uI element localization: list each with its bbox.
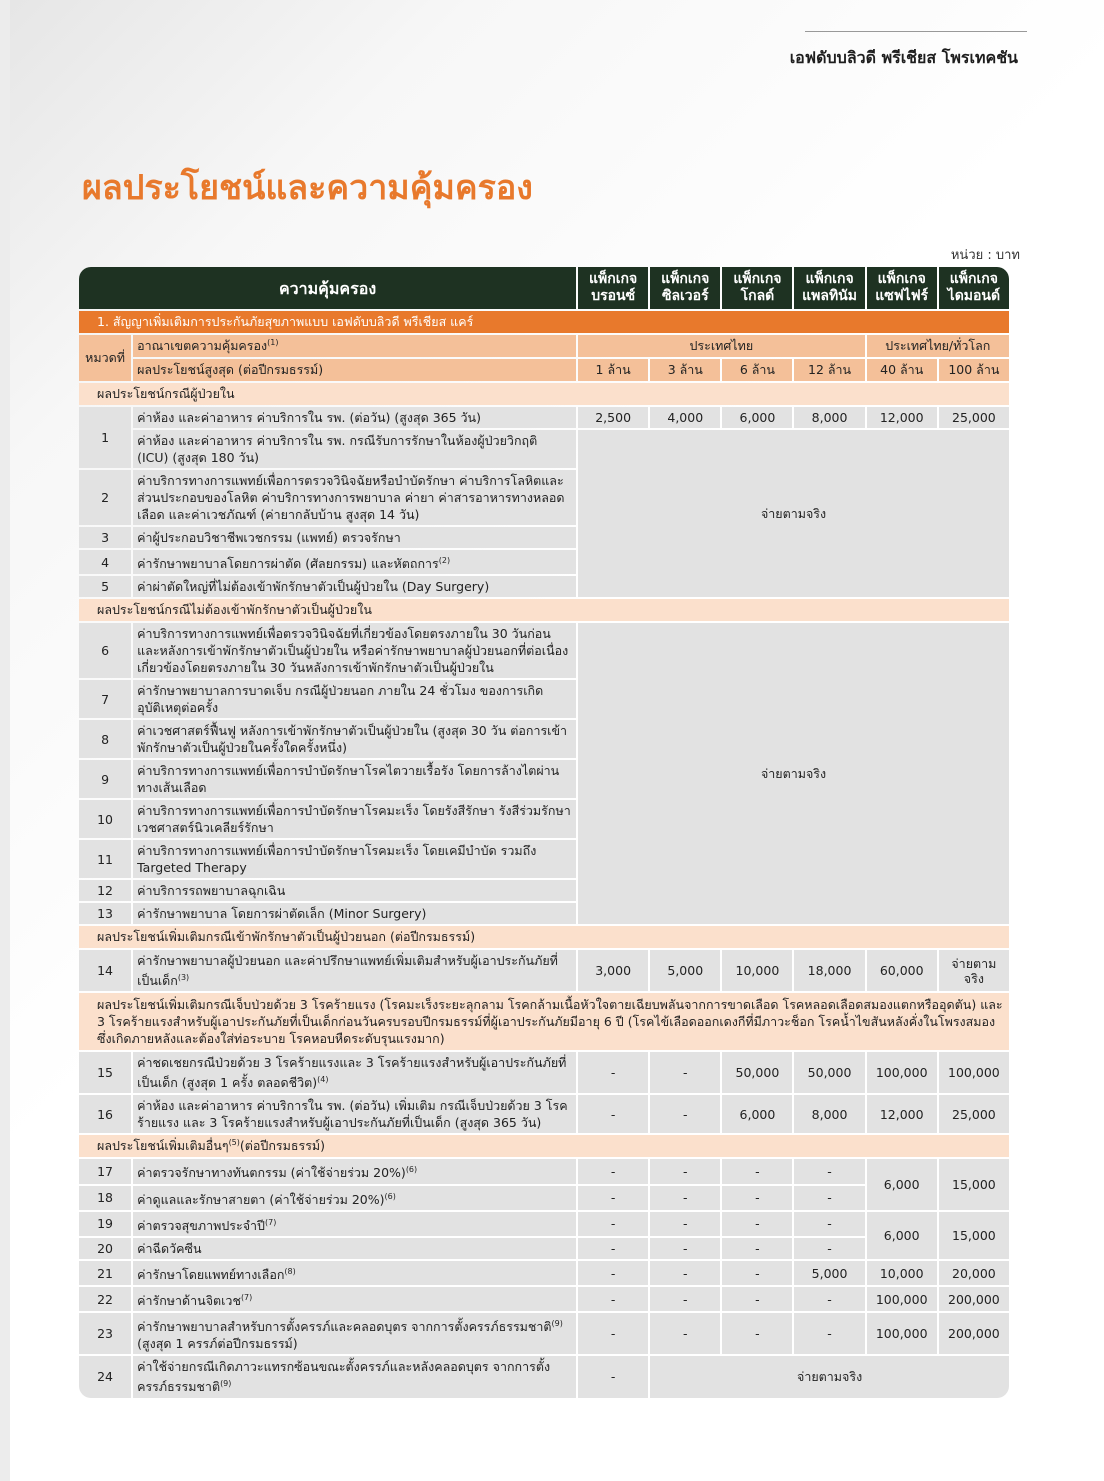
value-cell: - xyxy=(722,1313,792,1354)
benefits-table xyxy=(77,265,1011,1400)
row-description: ค่าเวชศาสตร์ฟื้นฟู หลังการเข้าพักรักษาตัวเป็นผู้ป่วยใน (สูงสุด 30 วัน ต่อการเข้าพักรักษาตัวเป็นผู้ป่วยในครั้งใดครั้งหนึ่ง) xyxy=(133,720,576,758)
page-title: ผลประโยชน์และความคุ้มครอง xyxy=(82,168,533,208)
row-number: 8 xyxy=(79,720,131,758)
value-cell: - xyxy=(578,1356,648,1397)
value-cell: - xyxy=(722,1212,792,1236)
category-other: ผลประโยชน์เพิ่มเติมอื่นๆ$^{(5)}$(ต่อปีกรมธรรม์) xyxy=(79,1135,1009,1157)
value-cell: - xyxy=(650,1212,720,1236)
row-description: ค่าบริการทางการแพทย์เพื่อการบำบัดรักษาโรคไตวายเรื้อรัง โดยการล้างไตผ่านทางเส้นเลือด xyxy=(133,760,576,798)
actual-cost-cell: จ่ายตามจริง xyxy=(578,430,1009,597)
value-cell: 6,000 xyxy=(867,1159,937,1209)
value-cell: 5,000 xyxy=(650,950,720,991)
value-cell: - xyxy=(650,1186,720,1210)
row-description: ค่ารักษาพยาบาลผู้ป่วยนอก และค่าปรึกษาแพทย์เพิ่มเติมสำหรับผู้เอาประกันภัยที่เป็นเด็ก$^{(3)}$ xyxy=(133,950,576,991)
value-cell: - xyxy=(578,1159,648,1183)
row-number: 13 xyxy=(79,903,131,924)
value-cell: 3,000 xyxy=(578,950,648,991)
value-cell: - xyxy=(794,1287,864,1311)
row-description: ค่าบริการรถพยาบาลฉุกเฉิน xyxy=(133,880,576,901)
value-cell: 12,000 xyxy=(867,407,937,428)
header-package-sapphire: แพ็กเกจ แซฟไฟร์ xyxy=(867,267,937,309)
row-number: 20 xyxy=(79,1238,131,1259)
row-description: ค่าผู้ประกอบวิชาชีพเวชกรรม (แพทย์) ตรวจรักษา xyxy=(133,527,576,548)
row-description: ค่าห้อง และค่าอาหาร ค่าบริการใน รพ. กรณีรับการรักษาในห้องผู้ป่วยวิกฤติ (ICU) (สูงสุด 180 วัน) xyxy=(133,430,576,468)
max-benefit-value: 1 ล้าน xyxy=(578,359,648,381)
header-package-diamond: แพ็กเกจ ไดมอนด์ xyxy=(939,267,1009,309)
value-cell: 25,000 xyxy=(939,407,1009,428)
row-description: ค่าบริการทางการแพทย์เพื่อการบำบัดรักษาโรคมะเร็ง โดยเคมีบำบัด รวมถึง Targeted Therapy xyxy=(133,840,576,878)
max-benefit-label: ผลประโยชน์สูงสุด (ต่อปีกรมธรรม์) xyxy=(133,359,576,381)
max-benefit-row xyxy=(79,359,1009,381)
row-number: 14 xyxy=(79,950,131,991)
value-cell: - xyxy=(722,1238,792,1259)
row-number: 11 xyxy=(79,840,131,878)
row-description: ค่ารักษาพยาบาล โดยการผ่าตัดเล็ก (Minor Surgery) xyxy=(133,903,576,924)
table-row xyxy=(79,430,1009,468)
category-ipd: ผลประโยชน์กรณีผู้ป่วยใน xyxy=(79,383,1009,405)
value-cell: 8,000 xyxy=(794,407,864,428)
value-cell: - xyxy=(578,1186,648,1210)
unit-label: หน่วย : บาท xyxy=(950,248,1020,263)
value-cell: - xyxy=(578,1313,648,1354)
row-description: ค่าตรวจสุขภาพประจำปี$^{(7)}$ xyxy=(133,1212,576,1236)
value-cell: - xyxy=(650,1159,720,1183)
group-label: หมวดที่ xyxy=(79,335,131,381)
row-number: 22 xyxy=(79,1287,131,1311)
max-benefit-value: 6 ล้าน xyxy=(722,359,792,381)
row-number: 4 xyxy=(79,550,131,574)
value-cell: 100,000 xyxy=(939,1052,1009,1093)
row-description: ค่ารักษาพยาบาลสำหรับการตั้งครรภ์และคลอดบุตร จากการตั้งครรภ์ธรรมชาติ$^{(9)}$ (สูงสุด 1 ครรภ์ต่อปีกรมธรรม์) xyxy=(133,1313,576,1354)
row-description: ค่าตรวจรักษาทางทันตกรรม (ค่าใช้จ่ายร่วม 20%)$^{(6)}$ xyxy=(133,1159,576,1183)
value-cell: 4,000 xyxy=(650,407,720,428)
value-cell: - xyxy=(722,1287,792,1311)
value-cell: - xyxy=(650,1261,720,1285)
category-row xyxy=(79,383,1009,405)
value-cell: 6,000 xyxy=(722,1095,792,1133)
row-number: 19 xyxy=(79,1212,131,1236)
value-cell: - xyxy=(578,1287,648,1311)
row-number: 17 xyxy=(79,1159,131,1183)
category-opd: ผลประโยชน์กรณีไม่ต้องเข้าพักรักษาตัวเป็นผู้ป่วยใน xyxy=(79,599,1009,621)
row-description: ค่าผ่าตัดใหญ่ที่ไม่ต้องเข้าพักรักษาตัวเป็นผู้ป่วยใน (Day Surgery) xyxy=(133,576,576,597)
table-row xyxy=(79,1261,1009,1285)
header-package-bronze: แพ็กเกจ บรอนซ์ xyxy=(578,267,648,309)
value-cell: 50,000 xyxy=(722,1052,792,1093)
table-row xyxy=(79,1052,1009,1093)
territory-thailand: ประเทศไทย xyxy=(578,335,865,357)
value-cell: - xyxy=(650,1313,720,1354)
territory-worldwide: ประเทศไทย/ทั่วโลก xyxy=(867,335,1009,357)
value-cell: 100,000 xyxy=(867,1313,937,1354)
row-description: ค่าบริการทางการแพทย์เพื่อการตรวจวินิจฉัยหรือบำบัดรักษา ค่าบริการโลหิตและส่วนประกอบของโลหิต ค่าบริการทางการพยาบาล ค่ายา ค่าสารอาหารทางหลอดเลือด และค่าเวชภัณฑ์ (ค่ายากลับบ้าน สูงสุด 14 วัน) xyxy=(133,470,576,525)
value-cell: - xyxy=(650,1095,720,1133)
value-cell: 100,000 xyxy=(867,1287,937,1311)
value-cell: - xyxy=(722,1186,792,1210)
row-number: 10 xyxy=(79,800,131,838)
value-cell: 10,000 xyxy=(722,950,792,991)
value-cell: - xyxy=(794,1313,864,1354)
max-benefit-value: 100 ล้าน xyxy=(939,359,1009,381)
row-number: 6 xyxy=(79,623,131,678)
category-row xyxy=(79,926,1009,948)
row-number: 21 xyxy=(79,1261,131,1285)
category-opd-extra: ผลประโยชน์เพิ่มเติมกรณีเข้าพักรักษาตัวเป็นผู้ป่วยนอก (ต่อปีกรมธรรม์) xyxy=(79,926,1009,948)
row-number: 23 xyxy=(79,1313,131,1354)
row-description: ค่าใช้จ่ายกรณีเกิดภาวะแทรกซ้อนขณะตั้งครรภ์และหลังคลอดบุตร จากการตั้งครรภ์ธรรมชาติ$^{(9)}$ xyxy=(133,1356,576,1397)
table-row xyxy=(79,407,1009,428)
actual-cost-cell: จ่ายตามจริง xyxy=(578,623,1009,924)
row-description: ค่ารักษาพยาบาลโดยการผ่าตัด (ศัลยกรรม) และหัตถการ$^{(2)}$ xyxy=(133,550,576,574)
row-number: 15 xyxy=(79,1052,131,1093)
actual-cost-cell: จ่ายตามจริง xyxy=(650,1356,1009,1397)
table-header-row xyxy=(79,267,1009,309)
territory-label: อาณาเขตความคุ้มครอง$^{(1)}$ xyxy=(133,335,576,357)
value-cell: - xyxy=(578,1212,648,1236)
value-cell: 12,000 xyxy=(867,1095,937,1133)
row-number: 24 xyxy=(79,1356,131,1397)
value-cell: 200,000 xyxy=(939,1287,1009,1311)
category-row xyxy=(79,993,1009,1050)
value-cell: 6,000 xyxy=(722,407,792,428)
value-cell: - xyxy=(650,1238,720,1259)
row-description: ค่ารักษาโดยแพทย์ทางเลือก$^{(8)}$ xyxy=(133,1261,576,1285)
row-number: 1 xyxy=(79,407,131,468)
max-benefit-value: 40 ล้าน xyxy=(867,359,937,381)
row-description: ค่าดูแลและรักษาสายตา (ค่าใช้จ่ายร่วม 20%)$^{(6)}$ xyxy=(133,1186,576,1210)
row-number: 18 xyxy=(79,1186,131,1210)
brand-name: เอฟดับบลิวดี พรีเชียส โพรเทคชัน xyxy=(789,48,1018,67)
value-cell: - xyxy=(794,1159,864,1183)
row-description: ค่าฉีดวัคซีน xyxy=(133,1238,576,1259)
header-rule xyxy=(805,31,1027,32)
value-cell: 200,000 xyxy=(939,1313,1009,1354)
value-cell: 60,000 xyxy=(867,950,937,991)
category-critical-illness: ผลประโยชน์เพิ่มเติมกรณีเจ็บป่วยด้วย 3 โรคร้ายแรง (โรคมะเร็งระยะลุกลาม โรคกล้ามเนื้อหัวใจตายเฉียบพลันจากการขาดเลือด โรคหลอดเลือดสมองแตกหรืออุดตัน) และ 3 โรคร้ายแรงสำหรับผู้เอาประกันภัยที่เป็นเด็กก่อนวันครบรอบปีกรมธรรม์ที่ผู้เอาประกันภัยมีอายุ 6 ปี (โรคไข้เลือดออกเดงกีที่มีภาวะช็อก โรคน้ำไขสันหลังคั่งในโพรงสมองซึ่งเกิดภายหลังและต้องใส่ท่อระบาย โรคหอบหืดระดับรุนแรงมาก) xyxy=(79,993,1009,1050)
max-benefit-value: 12 ล้าน xyxy=(794,359,864,381)
row-number: 12 xyxy=(79,880,131,901)
value-cell: 18,000 xyxy=(794,950,864,991)
value-cell: - xyxy=(794,1238,864,1259)
table-row xyxy=(79,950,1009,991)
row-number: 2 xyxy=(79,470,131,525)
section-title: 1. สัญญาเพิ่มเติมการประกันภัยสุขภาพแบบ เอฟดับบลิวดี พรีเชียส แคร์ xyxy=(79,311,1009,333)
table-row xyxy=(79,1095,1009,1133)
value-cell: 15,000 xyxy=(939,1212,1009,1259)
value-cell: 10,000 xyxy=(867,1261,937,1285)
row-description: ค่าห้อง และค่าอาหาร ค่าบริการใน รพ. (ต่อวัน) เพิ่มเติม กรณีเจ็บป่วยด้วย 3 โรคร้ายแรง และ 3 โรคร้ายแรงสำหรับผู้เอาประกันภัยที่เป็นเด็ก (สูงสุด 365 วัน) xyxy=(133,1095,576,1133)
value-cell: 8,000 xyxy=(794,1095,864,1133)
value-cell: - xyxy=(794,1212,864,1236)
header-package-gold: แพ็กเกจ โกลด์ xyxy=(722,267,792,309)
value-cell: - xyxy=(722,1159,792,1183)
row-description: ค่าชดเชยกรณีป่วยด้วย 3 โรคร้ายแรงและ 3 โรคร้ายแรงสำหรับผู้เอาประกันภัยที่เป็นเด็ก (สูงสุด 1 ครั้ง ตลอดชีวิต)$^{(4)}$ xyxy=(133,1052,576,1093)
table-row xyxy=(79,623,1009,678)
value-cell: - xyxy=(650,1052,720,1093)
value-cell: - xyxy=(722,1261,792,1285)
header-package-silver: แพ็กเกจ ซิลเวอร์ xyxy=(650,267,720,309)
row-number: 9 xyxy=(79,760,131,798)
row-description: ค่ารักษาด้านจิตเวช$^{(7)}$ xyxy=(133,1287,576,1311)
row-number: 16 xyxy=(79,1095,131,1133)
value-cell: 5,000 xyxy=(794,1261,864,1285)
header-coverage: ความคุ้มครอง xyxy=(79,267,576,309)
value-cell: 2,500 xyxy=(578,407,648,428)
row-description: ค่าบริการทางการแพทย์เพื่อการบำบัดรักษาโรคมะเร็ง โดยรังสีรักษา รังสีร่วมรักษา เวชศาสตร์นิวเคลียร์รักษา xyxy=(133,800,576,838)
table-row xyxy=(79,1356,1009,1397)
table-row xyxy=(79,1159,1009,1183)
row-description: ค่ารักษาพยาบาลการบาดเจ็บ กรณีผู้ป่วยนอก ภายใน 24 ชั่วโมง ของการเกิดอุบัติเหตุต่อครั้ง xyxy=(133,680,576,718)
value-cell: จ่ายตามจริง xyxy=(939,950,1009,991)
value-cell: - xyxy=(578,1238,648,1259)
row-description: ค่าบริการทางการแพทย์เพื่อตรวจวินิจฉัยที่เกี่ยวข้องโดยตรงภายใน 30 วันก่อนและหลังการเข้าพักรักษาตัวเป็นผู้ป่วยใน หรือค่ารักษาพยาบาลผู้ป่วยนอกที่ต่อเนื่องเกี่ยวข้องโดยตรงภายใน 30 วันหลังการเข้าพักรักษาตัวเป็นผู้ป่วยใน xyxy=(133,623,576,678)
row-number: 3 xyxy=(79,527,131,548)
value-cell: 50,000 xyxy=(794,1052,864,1093)
table-row xyxy=(79,1313,1009,1354)
value-cell: - xyxy=(578,1095,648,1133)
section-row xyxy=(79,311,1009,333)
category-row xyxy=(79,599,1009,621)
row-number: 5 xyxy=(79,576,131,597)
value-cell: - xyxy=(578,1052,648,1093)
value-cell: - xyxy=(578,1261,648,1285)
table-row xyxy=(79,1287,1009,1311)
value-cell: - xyxy=(794,1186,864,1210)
header-package-platinum: แพ็กเกจ แพลทินัม xyxy=(794,267,864,309)
row-number: 7 xyxy=(79,680,131,718)
row-description: ค่าห้อง และค่าอาหาร ค่าบริการใน รพ. (ต่อวัน) (สูงสุด 365 วัน) xyxy=(133,407,576,428)
value-cell: 6,000 xyxy=(867,1212,937,1259)
value-cell: 25,000 xyxy=(939,1095,1009,1133)
table-row xyxy=(79,1212,1009,1236)
territory-row xyxy=(79,335,1009,357)
value-cell: 15,000 xyxy=(939,1159,1009,1209)
value-cell: 20,000 xyxy=(939,1261,1009,1285)
value-cell: - xyxy=(650,1287,720,1311)
max-benefit-value: 3 ล้าน xyxy=(650,359,720,381)
value-cell: 100,000 xyxy=(867,1052,937,1093)
category-row xyxy=(79,1135,1009,1157)
